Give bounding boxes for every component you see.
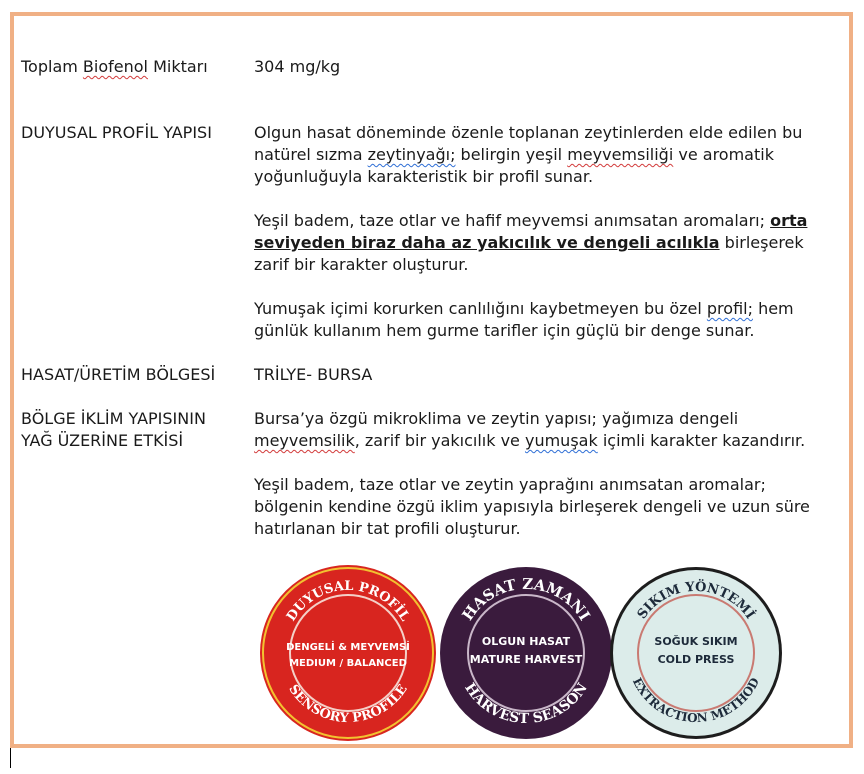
climate-text (254, 408, 839, 540)
badge-line-1: SOĞUK SIKIM (654, 635, 738, 648)
badge-top-arc: DUYUSAL PROFİL (283, 578, 413, 625)
badge-top-arc: HASAT ZAMANI (458, 574, 594, 624)
climate-paragraph-2: Yeşil badem, taze otlar ve zeytin yaprağını anımsatan aromalar; bölgenin kendine özgü iklim yapısıyla birleşerek dengeli ve uzun süre hatırlanan bir tat profili oluşturur. (254, 475, 810, 538)
badge-line-2: MATURE HARVEST (469, 653, 583, 666)
climate-label-line-1: BÖLGE İKLİM YAPISININ (21, 409, 206, 428)
sensory-paragraph-1: Olgun hasat döneminde özenle toplanan zeytinlerden elde edilen bu natürel sızma zeytinyağı; belirgin yeşil meyvemsiliği ve aromatik yoğunluğuyla karakteristik bir profil sunar. (254, 123, 803, 186)
climate-label (21, 408, 246, 452)
badge-bottom-arc: SENSORY PROFILE (285, 682, 411, 727)
sensory-paragraph-2: Yeşil badem, taze otlar ve hafif meyvemsi anımsatan aromaları; orta seviyeden biraz daha az yakıcılık ve dengeli acılıkla birleşerek zarif bir karakter oluşturur. (254, 211, 808, 274)
badge-line-2: COLD PRESS (657, 653, 735, 666)
sensory-profile-badge (258, 563, 438, 743)
climate-paragraph-1: Bursa’ya özgü mikroklima ve zeytin yapısı; yağımıza dengeli meyvemsilik, zarif bir yakıcılık ve yumuşak içimli karakter kazandırır. (254, 409, 806, 450)
biophenol-value: 304 mg/kg (254, 57, 341, 76)
sensory-text (254, 122, 839, 342)
region-value: TRİLYE- BURSA (254, 365, 373, 384)
badge-line-1: DENGELİ & MEYVEMSİ (286, 642, 410, 653)
badge-bottom-arc: HARVEST SEASON (461, 680, 591, 728)
badge-top-arc: SIKIM YÖNTEMİ (634, 579, 758, 623)
sensory-paragraph-3: Yumuşak içimi korurken canlılığını kaybetmeyen bu özel profil; hem günlük kullanım hem gurme tarifler için güçlü bir denge sunar. (254, 299, 794, 340)
badge-line-1: OLGUN HASAT (481, 635, 571, 648)
climate-label-line-2: YAĞ ÜZERİNE ETKİSİ (21, 431, 184, 450)
spellcheck-word: Biofenol (82, 57, 148, 76)
region-label: HASAT/ÜRETİM BÖLGESİ (21, 365, 216, 384)
badge-line-2: MEDIUM / BALANCED (289, 658, 407, 669)
biophenol-label-text: Toplam Biofenol Miktarı (21, 57, 208, 76)
sensory-label: DUYUSAL PROFİL YAPISI (21, 123, 212, 142)
biophenol-label (21, 56, 246, 78)
harvest-season-badge (436, 563, 616, 743)
text-cursor (10, 748, 11, 768)
extraction-method-badge (606, 563, 786, 743)
badge-bottom-arc: EXTRACTION METHOD (629, 675, 763, 726)
